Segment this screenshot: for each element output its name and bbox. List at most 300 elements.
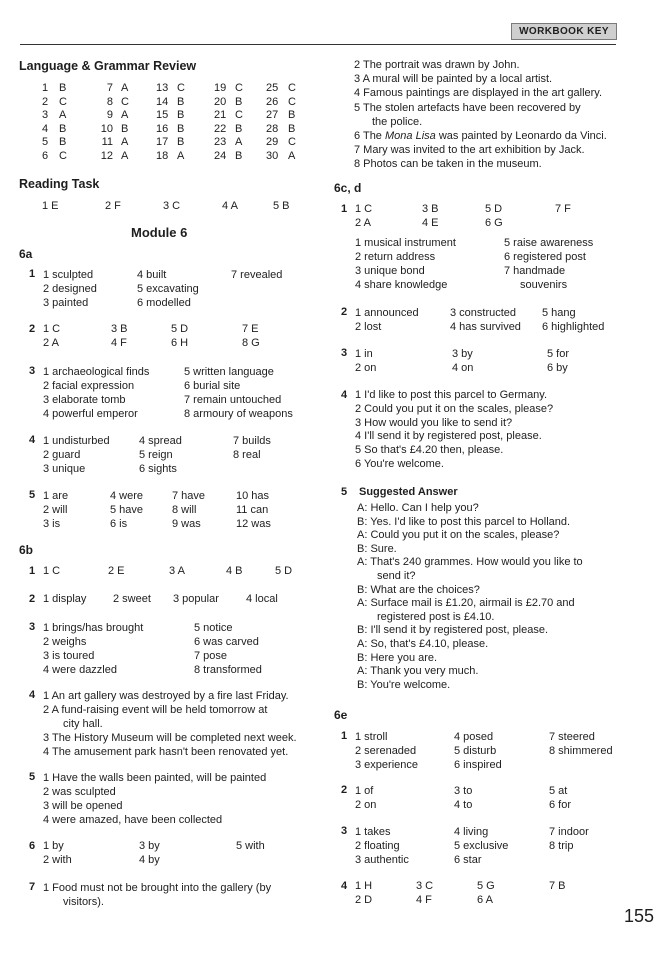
- answer: 3 B: [111, 323, 128, 335]
- num: 9: [106, 109, 113, 122]
- answer: 7 steered: [549, 731, 595, 743]
- dialogue-line: send it?: [377, 569, 416, 582]
- answer: 8 armoury of weapons: [184, 408, 293, 420]
- answer: 2 serenaded: [355, 745, 417, 757]
- exercise-num: 3: [29, 365, 36, 377]
- answer: 5 D: [485, 203, 503, 215]
- answer: 2 designed: [43, 283, 97, 295]
- answer: C: [288, 136, 296, 149]
- num: 19: [214, 82, 227, 94]
- answer: C: [288, 82, 296, 94]
- answer: 1 display: [43, 593, 87, 605]
- answers: [355, 347, 376, 375]
- answer: 5 D: [171, 323, 189, 335]
- answer: 7 builds: [233, 435, 271, 447]
- answers: [172, 489, 205, 531]
- answer: 1 I'd like to post this parcel to Germany.: [355, 389, 548, 401]
- answer: 6 highlighted: [542, 321, 605, 333]
- answer: 8 Photos can be taken in the museum.: [354, 158, 542, 171]
- answer: 6 burial site: [184, 380, 241, 392]
- answers: [355, 784, 376, 812]
- num: 16: [156, 122, 169, 135]
- answer: 5 at: [549, 785, 568, 797]
- answer: 3 constructed: [450, 307, 517, 319]
- answer: 5 G: [477, 880, 495, 892]
- exercise-num: 4: [341, 389, 348, 401]
- answers: [454, 825, 508, 867]
- dialogue-line: A: So, that's £4.10, please.: [357, 637, 489, 650]
- answer: 7 F: [555, 203, 571, 215]
- answer: 1 are: [43, 490, 69, 502]
- answer: 5 have: [110, 504, 144, 516]
- lgr-col4-ans: [235, 82, 243, 164]
- answer: 3 C: [416, 880, 434, 892]
- answers: [549, 730, 613, 758]
- lgr-col2-nums: [97, 82, 113, 164]
- answer: 3 by: [139, 840, 160, 852]
- answer: 4 on: [452, 362, 474, 374]
- answer: 5 notice: [194, 622, 233, 634]
- num: 30: [266, 149, 279, 162]
- exercise-num: 1: [341, 203, 348, 215]
- answer: 1 archaeological finds: [43, 366, 150, 378]
- num: 6: [42, 149, 49, 162]
- answers: [137, 268, 199, 310]
- answer: B: [177, 95, 185, 108]
- answer: 6 You're welcome.: [355, 457, 444, 470]
- answer: 1 H: [355, 880, 373, 892]
- answer: C: [177, 82, 185, 94]
- answer: 3 experience: [355, 759, 418, 771]
- answer: 6 sights: [139, 463, 177, 475]
- answer: 7 E: [242, 323, 259, 335]
- answer: 2 A fund-raising event will be held tomorrow at: [43, 704, 268, 716]
- answer: visitors).: [63, 896, 104, 908]
- answers: [43, 771, 266, 827]
- lgr-col3-nums: [156, 82, 168, 164]
- answer: 4 to: [454, 799, 473, 811]
- exercise-num: 2: [29, 323, 36, 335]
- num: 29: [266, 136, 279, 149]
- answer: 5 for: [547, 348, 570, 360]
- answer: 1 undisturbed: [43, 435, 110, 447]
- answer: 7 have: [172, 490, 206, 502]
- answer: 11 can: [236, 504, 269, 516]
- dialogue-line: A: Hello. Can I help you?: [357, 502, 479, 514]
- answers: [43, 268, 97, 310]
- answer: A: [177, 149, 185, 162]
- answers: [355, 389, 553, 472]
- num: 8: [106, 95, 113, 108]
- answers: [542, 306, 604, 334]
- answer: 6 is: [110, 518, 128, 530]
- page-number: 155: [624, 906, 655, 926]
- exercise-num: 2: [341, 784, 348, 796]
- section-6cd-title: 6c, d: [334, 181, 362, 195]
- answer: 1 sculpted: [43, 269, 94, 281]
- answer: 1 announced: [355, 307, 419, 319]
- answer: 1 by: [43, 840, 64, 852]
- answer: 5 D: [275, 565, 293, 577]
- answer: A: [235, 136, 243, 149]
- answer: B: [177, 109, 185, 122]
- answer: the police.: [372, 115, 423, 128]
- answer: 4 were dazzled: [43, 664, 117, 676]
- exercise-num: 1: [341, 730, 348, 742]
- answer: 6 by: [547, 362, 568, 374]
- answer: 4 living: [454, 826, 489, 838]
- lgr-title: Language & Grammar Review: [19, 59, 197, 73]
- section-6e-title: 6e: [334, 708, 348, 722]
- answer: 3 authentic: [355, 854, 409, 866]
- num: 2: [42, 95, 49, 108]
- dialogue-line: B: I'll send it by registered post, please.: [357, 624, 549, 637]
- num: 23: [214, 136, 227, 149]
- answer: 4 share knowledge: [355, 279, 448, 291]
- num: 21: [214, 109, 227, 122]
- answer: A: [121, 82, 129, 94]
- answer: 9 was: [172, 518, 201, 530]
- answer: 4 were amazed, have been collected: [43, 814, 223, 826]
- answer: 7 pose: [194, 650, 228, 662]
- answer: 2 A: [43, 337, 59, 349]
- answer: 5 disturb: [454, 745, 497, 757]
- answer: 2 on: [355, 799, 377, 811]
- answers: [43, 489, 68, 531]
- answer: B: [177, 136, 185, 149]
- answer: 4 spread: [139, 435, 182, 447]
- answer: B: [235, 95, 243, 108]
- answer: 2 Could you put it on the scales, please?: [355, 402, 554, 415]
- answer: B: [59, 82, 67, 94]
- answers: [355, 306, 419, 334]
- answer: 6 star: [454, 854, 482, 866]
- answer: C: [121, 95, 129, 108]
- answer: 6 was carved: [194, 636, 259, 648]
- answer: B: [121, 122, 129, 135]
- answers: [549, 784, 571, 812]
- answers: [549, 825, 589, 853]
- answers: [43, 689, 333, 759]
- answer: 3 is: [43, 518, 61, 530]
- answer: 5 with: [236, 840, 265, 852]
- num: 13: [156, 82, 169, 94]
- lgr-col5-nums: [266, 82, 278, 164]
- dialogue-line: B: Here you are.: [357, 651, 438, 664]
- answer: 4 powerful emperor: [43, 408, 138, 420]
- answer: 6 G: [485, 217, 503, 229]
- answers: [454, 730, 502, 772]
- answer: 1 brings/has brought: [43, 622, 144, 634]
- answer: 5 excavating: [137, 283, 199, 295]
- answer: 4 The amusement park hasn't been renovated yet.: [43, 746, 289, 758]
- section-6b-title: 6b: [19, 543, 34, 557]
- answer: C: [288, 95, 296, 108]
- num: 12: [100, 149, 113, 162]
- answer: 5 written language: [184, 366, 274, 378]
- answer: 1 musical instrument: [355, 237, 456, 249]
- answer: 2 floating: [355, 840, 400, 852]
- num: 17: [156, 136, 169, 149]
- answer: 2 The portrait was drawn by John.: [354, 59, 520, 71]
- answer: 2 with: [43, 854, 72, 866]
- lgr-col2-ans: [121, 82, 129, 164]
- lgr-col4-nums: [214, 82, 226, 164]
- answer: 5 hang: [542, 307, 576, 319]
- exercise-num: 4: [29, 689, 36, 701]
- answer: 2 was sculpted: [43, 786, 116, 798]
- answer: 1 takes: [355, 826, 391, 838]
- answer: 1 Have the walls been painted, will be painted: [43, 772, 267, 784]
- dialogue-line: A: That's 240 grammes. How would you like to: [357, 556, 583, 569]
- lgr-col1-ans: [59, 82, 67, 164]
- exercise-num: 2: [341, 306, 348, 318]
- answer: 3 How would you like to send it?: [355, 416, 513, 429]
- answer: 6 modelled: [137, 297, 191, 309]
- answer: 2 guard: [43, 449, 81, 461]
- answer: 2 A: [355, 217, 371, 229]
- answer: city hall.: [63, 718, 103, 730]
- answer: A: [121, 109, 129, 122]
- lgr-col3-ans: [177, 82, 185, 164]
- exercise-num: 2: [29, 593, 36, 605]
- answer: 2 on: [355, 362, 377, 374]
- num: 25: [266, 82, 279, 94]
- answers: [504, 236, 593, 292]
- answer: 8 G: [242, 337, 260, 349]
- answer: 5 raise awareness: [504, 237, 594, 249]
- answer: 8 trip: [549, 840, 574, 852]
- answer: A: [121, 136, 129, 149]
- answer: 4 built: [137, 269, 167, 281]
- answer: 3 elaborate tomb: [43, 394, 126, 406]
- left-column: [0, 0, 330, 954]
- answer: 3 popular: [173, 593, 219, 605]
- answer: 7 Mary was invited to the art exhibition by Jack.: [354, 144, 585, 157]
- answers: [43, 434, 110, 476]
- answers: [194, 621, 262, 677]
- answer: 1 of: [355, 785, 374, 797]
- num: 18: [156, 149, 169, 162]
- answers: [43, 881, 271, 909]
- answer: 8 transformed: [194, 664, 262, 676]
- answer: 3 by: [452, 348, 473, 360]
- answer: 5 So that's £4.20 then, please.: [355, 444, 504, 457]
- answer: 3 painted: [43, 297, 89, 309]
- answer: 2 facial expression: [43, 380, 135, 392]
- exercise-num: 4: [29, 434, 36, 446]
- reading-item: 1 E: [42, 200, 59, 212]
- answer: 6 H: [171, 337, 189, 349]
- answer: B: [288, 109, 296, 122]
- num: 27: [266, 109, 279, 122]
- answer: 7 revealed: [231, 269, 283, 281]
- dialogue-line: B: What are the choices?: [357, 583, 480, 596]
- exercise-num: 3: [29, 621, 36, 633]
- answer: 3 is toured: [43, 650, 95, 662]
- answer: 4 local: [246, 593, 278, 605]
- dialogue-line: A: Thank you very much.: [357, 665, 479, 678]
- reading-title: Reading Task: [19, 177, 100, 191]
- exercise-num: 5: [29, 771, 36, 783]
- answer: 7 handmade: [504, 265, 566, 277]
- dialogue-line: A: Could you put it on the scales, please?: [357, 529, 560, 542]
- exercise-num: 7: [29, 881, 36, 893]
- num: 7: [106, 82, 113, 94]
- answer: 4 posed: [454, 731, 494, 743]
- answer: B: [59, 136, 67, 149]
- answer: 6 for: [549, 799, 572, 811]
- answer: 2 will: [43, 504, 68, 516]
- answers: [452, 347, 473, 375]
- answer: B: [235, 149, 243, 162]
- answers: [454, 784, 472, 812]
- answer: 5 exclusive: [454, 840, 509, 852]
- answer: 4 Famous paintings are displayed in the art gallery.: [354, 87, 603, 100]
- answer: 1 in: [355, 348, 373, 360]
- artwork-title: Mona Lisa: [385, 130, 436, 143]
- answers: [547, 347, 569, 375]
- dialogue-line: B: Yes. I'd like to post this parcel to Holland.: [357, 515, 571, 528]
- answer: 7 indoor: [549, 826, 589, 838]
- answer: 1 C: [43, 565, 61, 577]
- answer: 6 inspired: [454, 759, 502, 771]
- right-column: [330, 0, 662, 954]
- answer: 2 D: [355, 894, 373, 906]
- exercise-num: 3: [341, 347, 348, 359]
- answer: A: [59, 109, 67, 122]
- num: 3: [42, 109, 49, 122]
- exercise-num: 1: [29, 565, 36, 577]
- answers: [43, 621, 143, 677]
- lgr-col5-ans: [288, 82, 296, 164]
- answer: 3 The History Museum will be completed next week.: [43, 732, 297, 744]
- dialogue-line: registered post is £4.10.: [377, 610, 495, 623]
- dialogue-line: B: You're welcome.: [357, 678, 451, 691]
- exercise-num: 4: [341, 880, 348, 892]
- answers: [355, 236, 456, 292]
- answer: A: [121, 149, 129, 162]
- reading-item: 3 C: [163, 200, 181, 212]
- num: 28: [266, 122, 279, 135]
- answer: 4 E: [422, 217, 439, 229]
- answer: C: [235, 82, 243, 94]
- answer: C: [59, 95, 67, 108]
- answer: 4 by: [139, 854, 160, 866]
- workbook-key-tag: WORKBOOK KEY: [511, 23, 617, 40]
- answer: 2 E: [108, 565, 125, 577]
- answer: 8 real: [233, 449, 261, 461]
- answer: B: [288, 122, 296, 135]
- num: 5: [42, 136, 49, 149]
- answer: 5 The stolen artefacts have been recovered by: [354, 101, 581, 114]
- answer: 8 will: [172, 504, 197, 516]
- exercise-num: 5: [341, 486, 348, 498]
- answer: 5 reign: [139, 449, 173, 461]
- answer: 12 was: [236, 518, 271, 530]
- exercise-num: 3: [341, 825, 348, 837]
- answer: 3 will be opened: [43, 800, 123, 812]
- answer: 4 F: [111, 337, 127, 349]
- answers: [450, 306, 521, 334]
- answer: 1 An art gallery was destroyed by a fire last Friday.: [43, 690, 289, 702]
- answer: 2 lost: [355, 321, 382, 333]
- answer: 7 B: [549, 880, 566, 892]
- num: 20: [214, 95, 227, 108]
- answer: 4 were: [110, 490, 144, 502]
- answer: 1 C: [43, 323, 61, 335]
- num: 10: [100, 122, 113, 135]
- answers: [231, 268, 282, 282]
- answer: 4 has survived: [450, 321, 521, 333]
- num: 11: [101, 136, 113, 149]
- answer: 1 C: [355, 203, 373, 215]
- lgr-col1-nums: [42, 82, 48, 164]
- answers: [184, 365, 293, 421]
- answer: 3 A: [169, 565, 185, 577]
- num: 26: [266, 95, 279, 108]
- answers: [139, 434, 182, 476]
- answer: 3 B: [422, 203, 439, 215]
- answer: 3 unique bond: [355, 265, 425, 277]
- num: 22: [214, 122, 227, 135]
- answer: B: [235, 122, 243, 135]
- answer: 2 return address: [355, 251, 436, 263]
- answer: A: [288, 149, 296, 162]
- dialogue: [357, 502, 647, 692]
- answer: 3 unique: [43, 463, 86, 475]
- answer: 1 stroll: [355, 731, 388, 743]
- answers: [110, 489, 143, 531]
- num: 4: [42, 122, 49, 135]
- num: 15: [156, 109, 169, 122]
- answer: 3 to: [454, 785, 473, 797]
- answer: souvenirs: [520, 279, 568, 291]
- answers: [355, 730, 418, 772]
- answer: 1 Food must not be brought into the gallery (by: [43, 882, 272, 894]
- answer: C: [235, 109, 243, 122]
- answer: 10 has: [236, 490, 270, 502]
- answer: 2 sweet: [113, 593, 151, 605]
- suggested-answer-heading: Suggested Answer: [359, 486, 458, 498]
- answer: B: [177, 122, 185, 135]
- answer: 2 weighs: [43, 636, 87, 648]
- answers: [233, 434, 271, 462]
- answer: B: [59, 122, 67, 135]
- exercise-num: 1: [29, 268, 36, 280]
- dialogue-line: B: Sure.: [357, 542, 397, 555]
- exercise-num: 6: [29, 840, 36, 852]
- num: 14: [156, 95, 169, 108]
- answer: 6 A: [477, 894, 493, 906]
- reading-item: 2 F: [105, 200, 121, 212]
- answer: C: [59, 149, 67, 162]
- answer: 6 The Mona Lisa was painted by Leonardo da Vinci.: [354, 130, 607, 143]
- answer: 4 F: [416, 894, 432, 906]
- exercise-num: 5: [29, 489, 36, 501]
- dialogue-line: A: Surface mail is £1.20, airmail is £2.70 and: [357, 597, 575, 610]
- 6b-continued-answers: [354, 58, 649, 172]
- answer: 4 B: [226, 565, 243, 577]
- answer: 7 remain untouched: [184, 394, 282, 406]
- reading-item: 5 B: [273, 200, 290, 212]
- answers: [43, 365, 149, 421]
- answers: [355, 825, 409, 867]
- answer: 6 registered post: [504, 251, 586, 263]
- reading-item: 4 A: [222, 200, 238, 212]
- answers: [236, 489, 271, 531]
- section-6a-title: 6a: [19, 247, 33, 261]
